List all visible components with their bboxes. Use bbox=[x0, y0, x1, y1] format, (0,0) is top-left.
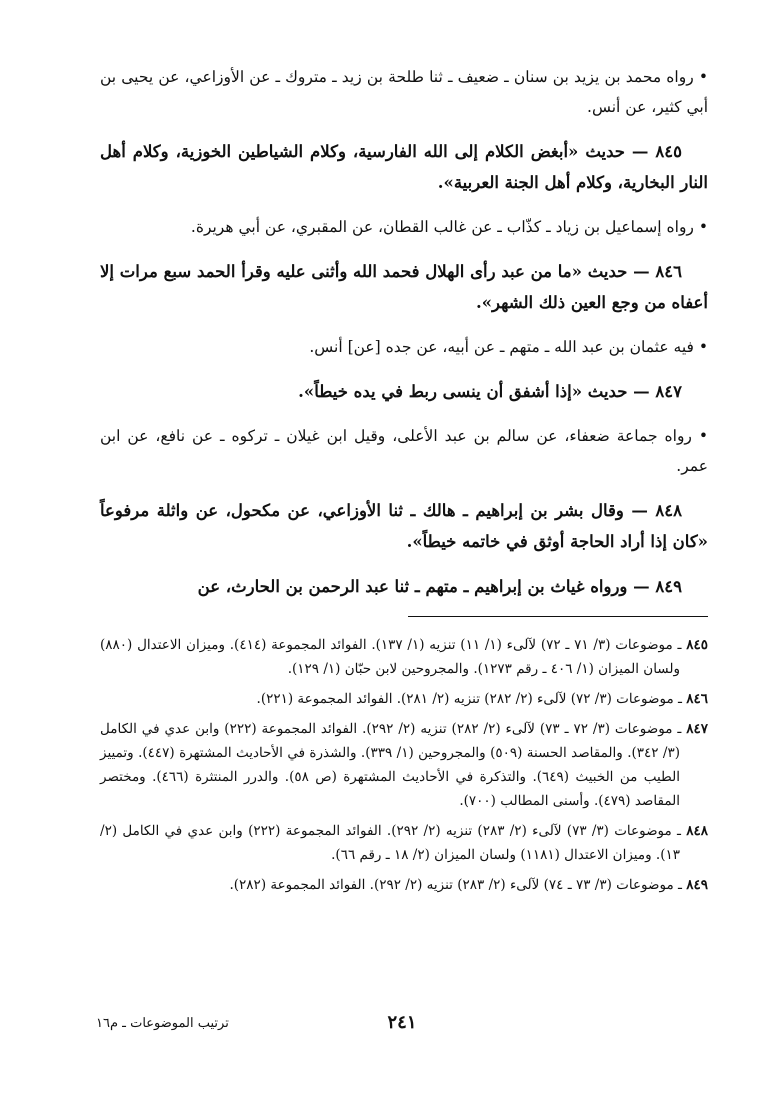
footnote-846: ٨٤٦ ـ موضوعات (٣/ ٧٢) لآلىء (٢/ ٢٨٢) تنزيه (٢/ ٢٨١). الفوائد المجموعة (٢٢١). bbox=[256, 691, 708, 707]
footnote-divider bbox=[408, 616, 708, 617]
narration-2: • رواه إسماعيل بن زياد ـ كذّاب ـ عن غالب القطان، عن المقبري، عن أبي هريرة. bbox=[190, 218, 708, 236]
narration-4: • رواه جماعة ضعفاء، عن سالم بن عبد الأعلى، وقيل ابن غيلان ـ تركوه ـ عن نافع، عن ابن عمر. bbox=[100, 427, 708, 475]
narration-1: • رواه محمد بن يزيد بن سنان ـ ضعيف ـ ثنا طلحة بن زيد ـ متروك ـ عن الأوزاعي، عن يحيى بن أبي كثير، عن أنس. bbox=[100, 68, 708, 116]
hadith-848: ٨٤٨ — وقال بشر بن إبراهيم ـ هالك ـ ثنا الأوزاعي، عن مكحول، عن واثلة مرفوعاً «كان إذا أراد الحاجة أوثق في خاتمه خيطاً». bbox=[100, 501, 708, 551]
hadith-845: ٨٤٥ — حديث «أبغض الكلام إلى الله الفارسية، وكلام الشياطين الخوزية، وكلام أهل النار البخارية، وكلام أهل الجنة العربية». bbox=[100, 142, 708, 192]
page-body bbox=[100, 62, 708, 903]
page-number: ٢٤١ bbox=[387, 1012, 417, 1033]
main-text bbox=[100, 62, 708, 602]
hadith-number: ٨٤٧ bbox=[655, 382, 682, 401]
footnote-845: ٨٤٥ ـ موضوعات (٣/ ٧١ ـ ٧٢) لآلىء (١/ ١١) تنزيه (١/ ١٣٧). الفوائد المجموعة (٤١٤). وميزان الاعتدال (٨٨٠) ولسان الميزان (١/ ٤٠٦ ـ رقم ١٢٧٣). والمجروحين لابن حبّان (١/ ١٢٩). bbox=[100, 637, 708, 677]
page-footer bbox=[96, 1012, 708, 1042]
running-title: ترتيب الموضوعات ـ م١٦ bbox=[96, 1016, 229, 1031]
footnote-848: ٨٤٨ ـ موضوعات (٣/ ٧٣) لآلىء (٢/ ٢٨٣) تنزيه (٢/ ٢٩٢). الفوائد المجموعة (٢٢٢) وابن عدي في الكامل (٢/ ١٣). وميزان الاعتدال (١١٨١) ولسان الميزان (٢/ ١٨ ـ رقم ٦٦). bbox=[100, 823, 709, 863]
footnotes bbox=[100, 633, 708, 897]
hadith-847: ٨٤٧ — حديث «إذا أشفق أن ينسى ربط في يده خيطاً». bbox=[298, 382, 682, 401]
footnote-847: ٨٤٧ ـ موضوعات (٣/ ٧٢ ـ ٧٣) لآلىء (٢/ ٢٨٢) تنزيه (٢/ ٢٩٢). الفوائد المجموعة (٢٢٢) وابن عدي في الكامل (٣/ ٣٤٢). والمقاصد الحسنة (٥٠٩) والمجروحين (١/ ٣٣٩). والشذرة في الأحاديث المشتهرة (٤٤٧). وتمييز الطيب من الخبيث (٦٤٩). والتذكرة في الأحاديث المشتهرة (ص ٥٨). والدرر المنتثرة (٤٦٦). ومختصر المقاصد (٤٧٩). وأسنى المطالب (٧٠٠). bbox=[100, 721, 709, 809]
hadith-846: ٨٤٦ — حديث «ما من عبد رأى الهلال فحمد الله وأثنى عليه وقرأ الحمد سبع مرات إلا أعفاه من وجع العين ذلك الشهر». bbox=[100, 262, 708, 312]
hadith-number: ٨٤٩ bbox=[655, 577, 682, 596]
hadith-number: ٨٤٦ bbox=[655, 262, 682, 281]
hadith-849: ٨٤٩ — ورواه غياث بن إبراهيم ـ متهم ـ ثنا عبد الرحمن بن الحارث، عن bbox=[197, 577, 682, 596]
narration-3: • فيه عثمان بن عبد الله ـ متهم ـ عن أبيه، عن جده [عن] أنس. bbox=[309, 338, 708, 356]
hadith-number: ٨٤٥ bbox=[655, 142, 682, 161]
hadith-number: ٨٤٨ bbox=[655, 501, 682, 520]
footnote-849: ٨٤٩ ـ موضوعات (٣/ ٧٣ ـ ٧٤) لآلىء (٢/ ٢٨٣) تنزيه (٢/ ٢٩٢). الفوائد المجموعة (٢٨٢). bbox=[229, 877, 708, 893]
